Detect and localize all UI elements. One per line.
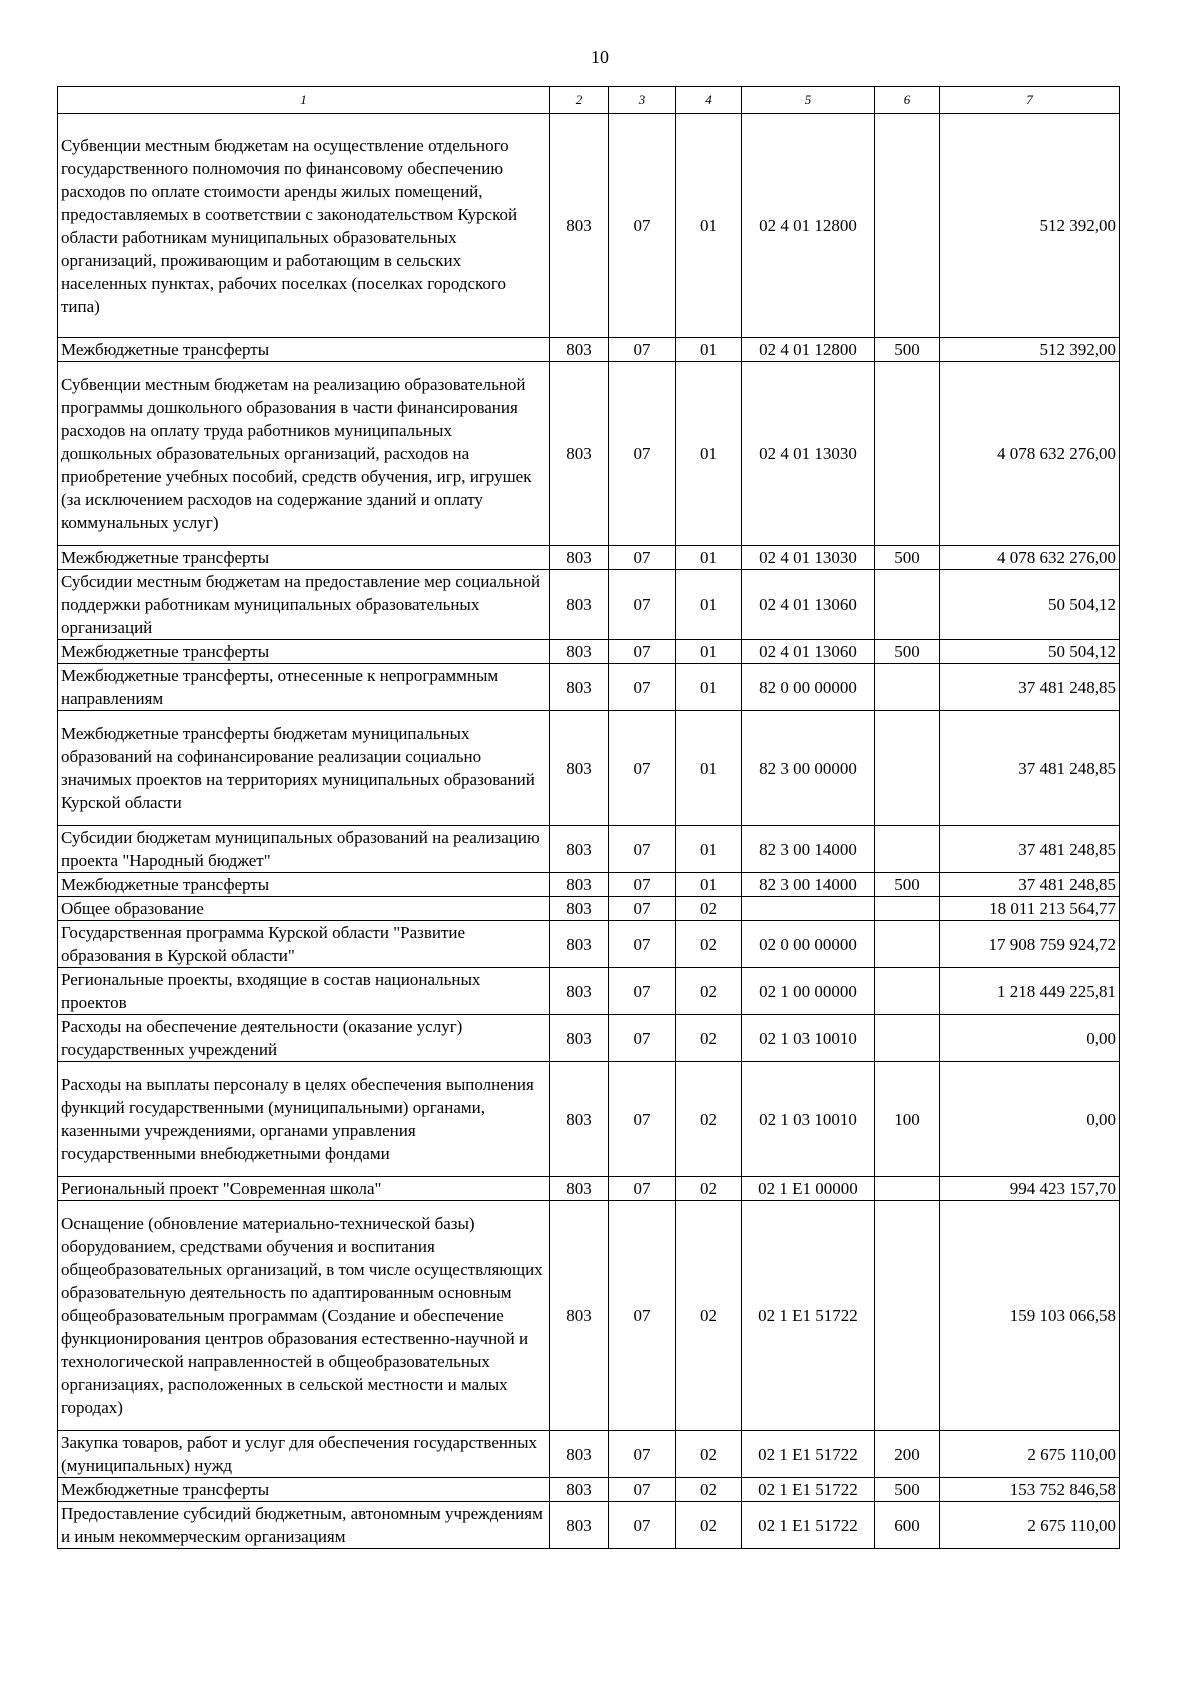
ministry-code: 803 xyxy=(550,897,609,921)
section-code: 07 xyxy=(609,1062,676,1177)
section-code: 07 xyxy=(609,1502,676,1549)
section-code: 07 xyxy=(609,897,676,921)
section-code: 07 xyxy=(609,1201,676,1431)
ministry-code: 803 xyxy=(550,1201,609,1431)
expense-type-code: 500 xyxy=(875,338,940,362)
section-code: 07 xyxy=(609,546,676,570)
expense-type-code xyxy=(875,1177,940,1201)
section-code: 07 xyxy=(609,570,676,640)
subsection-code: 02 xyxy=(676,1431,742,1478)
table-row xyxy=(58,897,1120,921)
subsection-code: 01 xyxy=(676,114,742,338)
ministry-code: 803 xyxy=(550,1177,609,1201)
subsection-code: 02 xyxy=(676,1502,742,1549)
item-name: Региональные проекты, входящие в состав национальных проектов xyxy=(58,968,550,1015)
item-name: Межбюджетные трансферты xyxy=(58,546,550,570)
ministry-code: 803 xyxy=(550,921,609,968)
target-article-code: 02 1 03 10010 xyxy=(742,1015,875,1062)
column-number-row xyxy=(58,87,1120,114)
expense-type-code: 500 xyxy=(875,640,940,664)
column-header: 4 xyxy=(676,87,742,114)
table-row xyxy=(58,826,1120,873)
ministry-code: 803 xyxy=(550,1502,609,1549)
item-name: Закупка товаров, работ и услуг для обеспечения государственных (муниципальных) нужд xyxy=(58,1431,550,1478)
section-code: 07 xyxy=(609,1177,676,1201)
table-row xyxy=(58,1201,1120,1431)
amount: 37 481 248,85 xyxy=(940,711,1120,826)
table-row xyxy=(58,1177,1120,1201)
ministry-code: 803 xyxy=(550,114,609,338)
expense-type-code xyxy=(875,362,940,546)
amount: 1 218 449 225,81 xyxy=(940,968,1120,1015)
target-article-code: 82 0 00 00000 xyxy=(742,664,875,711)
target-article-code: 02 1 E1 51722 xyxy=(742,1502,875,1549)
subsection-code: 01 xyxy=(676,362,742,546)
item-name: Межбюджетные трансферты xyxy=(58,873,550,897)
item-name: Субвенции местным бюджетам на реализацию образовательной программы дошкольного образования в части финансирования расходов на оплату труда работников муниципальных дошкольных образовательных организаций, расходов на приобретение учебных пособий, средств обучения, игр, игрушек (за исключением расходов на содержание зданий и оплату коммунальных услуг) xyxy=(58,362,550,546)
item-name: Межбюджетные трансферты, отнесенные к непрограммным направлениям xyxy=(58,664,550,711)
ministry-code: 803 xyxy=(550,711,609,826)
expense-type-code xyxy=(875,968,940,1015)
expense-type-code xyxy=(875,114,940,338)
ministry-code: 803 xyxy=(550,338,609,362)
subsection-code: 02 xyxy=(676,1201,742,1431)
table-row xyxy=(58,1062,1120,1177)
subsection-code: 02 xyxy=(676,1015,742,1062)
column-header: 1 xyxy=(58,87,550,114)
table-row xyxy=(58,338,1120,362)
amount: 159 103 066,58 xyxy=(940,1201,1120,1431)
table-row xyxy=(58,1478,1120,1502)
item-name: Региональный проект "Современная школа" xyxy=(58,1177,550,1201)
ministry-code: 803 xyxy=(550,1062,609,1177)
section-code: 07 xyxy=(609,711,676,826)
subsection-code: 01 xyxy=(676,546,742,570)
subsection-code: 01 xyxy=(676,711,742,826)
expense-type-code: 500 xyxy=(875,1478,940,1502)
target-article-code: 02 1 00 00000 xyxy=(742,968,875,1015)
table-row xyxy=(58,570,1120,640)
item-name: Межбюджетные трансферты xyxy=(58,338,550,362)
item-name: Расходы на обеспечение деятельности (оказание услуг) государственных учреждений xyxy=(58,1015,550,1062)
column-header: 6 xyxy=(875,87,940,114)
column-header: 2 xyxy=(550,87,609,114)
item-name: Расходы на выплаты персоналу в целях обеспечения выполнения функций государственными (муниципальными) органами, казенными учреждениями, органами управления государственными внебюджетными фондами xyxy=(58,1062,550,1177)
amount: 153 752 846,58 xyxy=(940,1478,1120,1502)
section-code: 07 xyxy=(609,873,676,897)
table-row xyxy=(58,873,1120,897)
item-name: Оснащение (обновление материально-технической базы) оборудованием, средствами обучения и воспитания общеобразовательных организаций, в том числе осуществляющих образовательную деятельность по адаптированным основным общеобразовательным программам (Создание и обеспечение функционирования центров образования естественно-научной и технологической направленностей в общеобразовательных организациях, расположенных в сельской местности и малых городах) xyxy=(58,1201,550,1431)
subsection-code: 02 xyxy=(676,897,742,921)
column-header: 7 xyxy=(940,87,1120,114)
amount: 50 504,12 xyxy=(940,570,1120,640)
item-name: Государственная программа Курской области "Развитие образования в Курской области" xyxy=(58,921,550,968)
target-article-code: 02 4 01 12800 xyxy=(742,114,875,338)
amount: 37 481 248,85 xyxy=(940,826,1120,873)
amount: 4 078 632 276,00 xyxy=(940,362,1120,546)
section-code: 07 xyxy=(609,1478,676,1502)
table-row xyxy=(58,664,1120,711)
table-row xyxy=(58,968,1120,1015)
item-name: Субсидии местным бюджетам на предоставление мер социальной поддержки работникам муниципальных образовательных организаций xyxy=(58,570,550,640)
amount: 0,00 xyxy=(940,1015,1120,1062)
subsection-code: 01 xyxy=(676,873,742,897)
subsection-code: 01 xyxy=(676,570,742,640)
table-row xyxy=(58,1015,1120,1062)
section-code: 07 xyxy=(609,338,676,362)
subsection-code: 01 xyxy=(676,640,742,664)
column-header: 3 xyxy=(609,87,676,114)
table-row xyxy=(58,1431,1120,1478)
section-code: 07 xyxy=(609,826,676,873)
ministry-code: 803 xyxy=(550,826,609,873)
target-article-code: 02 1 E1 51722 xyxy=(742,1478,875,1502)
target-article-code: 02 4 01 13030 xyxy=(742,362,875,546)
expense-type-code xyxy=(875,897,940,921)
section-code: 07 xyxy=(609,114,676,338)
target-article-code: 82 3 00 14000 xyxy=(742,826,875,873)
expense-type-code: 200 xyxy=(875,1431,940,1478)
amount: 18 011 213 564,77 xyxy=(940,897,1120,921)
section-code: 07 xyxy=(609,1431,676,1478)
ministry-code: 803 xyxy=(550,1015,609,1062)
ministry-code: 803 xyxy=(550,640,609,664)
subsection-code: 02 xyxy=(676,1177,742,1201)
subsection-code: 02 xyxy=(676,968,742,1015)
column-header: 5 xyxy=(742,87,875,114)
item-name: Межбюджетные трансферты xyxy=(58,640,550,664)
target-article-code: 02 1 03 10010 xyxy=(742,1062,875,1177)
target-article-code: 02 4 01 13060 xyxy=(742,640,875,664)
amount: 2 675 110,00 xyxy=(940,1431,1120,1478)
expense-type-code xyxy=(875,711,940,826)
table-row xyxy=(58,1502,1120,1549)
expense-type-code xyxy=(875,570,940,640)
expense-type-code xyxy=(875,921,940,968)
expense-type-code xyxy=(875,1201,940,1431)
section-code: 07 xyxy=(609,640,676,664)
item-name: Межбюджетные трансферты бюджетам муниципальных образований на софинансирование реализации социально значимых проектов на территориях муниципальных образований Курской области xyxy=(58,711,550,826)
subsection-code: 02 xyxy=(676,1062,742,1177)
table-row xyxy=(58,114,1120,338)
subsection-code: 01 xyxy=(676,338,742,362)
ministry-code: 803 xyxy=(550,664,609,711)
table-row xyxy=(58,362,1120,546)
item-name: Межбюджетные трансферты xyxy=(58,1478,550,1502)
target-article-code: 02 1 E1 51722 xyxy=(742,1431,875,1478)
expense-type-code: 500 xyxy=(875,546,940,570)
table-row xyxy=(58,640,1120,664)
expense-type-code xyxy=(875,826,940,873)
ministry-code: 803 xyxy=(550,1431,609,1478)
expense-type-code: 600 xyxy=(875,1502,940,1549)
section-code: 07 xyxy=(609,921,676,968)
amount: 994 423 157,70 xyxy=(940,1177,1120,1201)
item-name: Субсидии бюджетам муниципальных образований на реализацию проекта "Народный бюджет" xyxy=(58,826,550,873)
page-number: 10 xyxy=(591,47,609,67)
table-row xyxy=(58,921,1120,968)
amount: 0,00 xyxy=(940,1062,1120,1177)
target-article-code: 02 1 E1 00000 xyxy=(742,1177,875,1201)
expense-type-code xyxy=(875,1015,940,1062)
amount: 50 504,12 xyxy=(940,640,1120,664)
amount: 2 675 110,00 xyxy=(940,1502,1120,1549)
amount: 37 481 248,85 xyxy=(940,873,1120,897)
target-article-code: 02 4 01 13060 xyxy=(742,570,875,640)
budget-table xyxy=(57,86,1120,1549)
section-code: 07 xyxy=(609,664,676,711)
target-article-code: 02 1 E1 51722 xyxy=(742,1201,875,1431)
expense-type-code: 100 xyxy=(875,1062,940,1177)
subsection-code: 01 xyxy=(676,664,742,711)
ministry-code: 803 xyxy=(550,546,609,570)
expense-type-code xyxy=(875,664,940,711)
item-name: Общее образование xyxy=(58,897,550,921)
subsection-code: 01 xyxy=(676,826,742,873)
target-article-code: 82 3 00 14000 xyxy=(742,873,875,897)
amount: 37 481 248,85 xyxy=(940,664,1120,711)
target-article-code: 02 4 01 13030 xyxy=(742,546,875,570)
item-name: Субвенции местным бюджетам на осуществление отдельного государственного полномочия по финансовому обеспечению расходов по оплате стоимости аренды жилых помещений, предоставляемых в соответствии с законодательством Курской области работникам муниципальных образовательных организаций, проживающим и работающим в сельских населенных пунктах, рабочих поселках (поселках городского типа) xyxy=(58,114,550,338)
item-name: Предоставление субсидий бюджетным, автономным учреждениям и иным некоммерческим организациям xyxy=(58,1502,550,1549)
ministry-code: 803 xyxy=(550,873,609,897)
target-article-code: 02 4 01 12800 xyxy=(742,338,875,362)
target-article-code xyxy=(742,897,875,921)
ministry-code: 803 xyxy=(550,1478,609,1502)
table-row xyxy=(58,711,1120,826)
ministry-code: 803 xyxy=(550,570,609,640)
amount: 512 392,00 xyxy=(940,114,1120,338)
section-code: 07 xyxy=(609,968,676,1015)
ministry-code: 803 xyxy=(550,968,609,1015)
amount: 4 078 632 276,00 xyxy=(940,546,1120,570)
subsection-code: 02 xyxy=(676,1478,742,1502)
subsection-code: 02 xyxy=(676,921,742,968)
ministry-code: 803 xyxy=(550,362,609,546)
target-article-code: 82 3 00 00000 xyxy=(742,711,875,826)
table-row xyxy=(58,546,1120,570)
expense-type-code: 500 xyxy=(875,873,940,897)
target-article-code: 02 0 00 00000 xyxy=(742,921,875,968)
section-code: 07 xyxy=(609,362,676,546)
section-code: 07 xyxy=(609,1015,676,1062)
amount: 512 392,00 xyxy=(940,338,1120,362)
amount: 17 908 759 924,72 xyxy=(940,921,1120,968)
